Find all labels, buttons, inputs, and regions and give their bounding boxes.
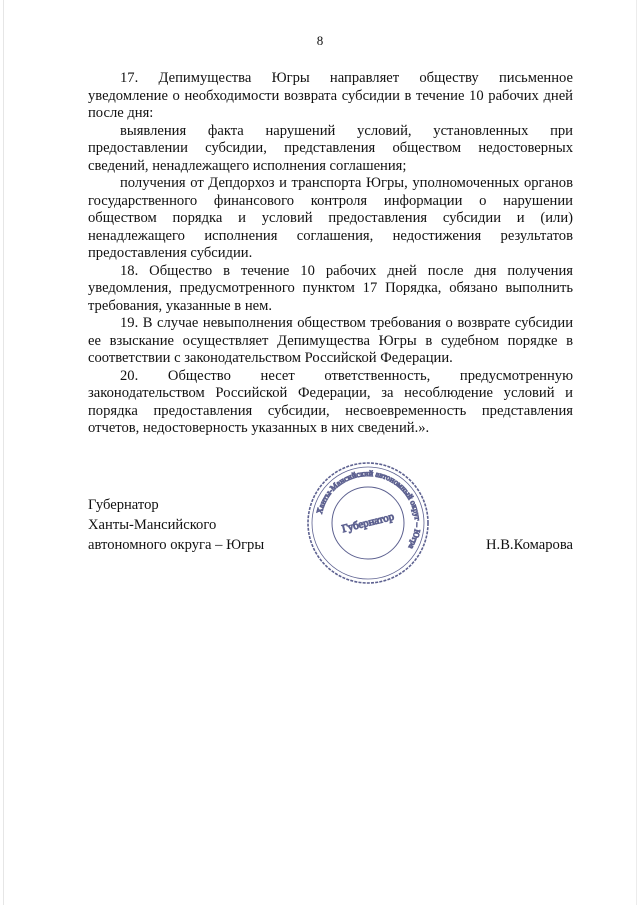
paragraph-18: 18. Общество в течение 10 рабочих дней после дня получения уведомления, предусмотренного пунктом 17 Порядка, обязано выполнить требования, указанные в нем. bbox=[88, 262, 573, 314]
signature-block bbox=[88, 495, 573, 555]
seal-ring-text: Ханты-Мансийский автономный округ – Югра bbox=[314, 468, 423, 551]
paragraph-20: 20. Общество несет ответственность, предусмотренную законодательством Российской Федерации, за несоблюдение условий и порядка предоставления субсидии, несвоевременность представления отчетов, недостоверность указанных в них сведений.». bbox=[88, 367, 573, 436]
paragraph-17: 17. Депимущества Югры направляет обществу письменное уведомление о необходимости возврата субсидии в течение 10 рабочих дней после дня: bbox=[88, 70, 573, 121]
document-body bbox=[88, 70, 573, 438]
paragraph-19: 19. В случае невыполнения обществом требования о возврате субсидии ее взыскание осуществляет Депимущества Югры в судебном порядке в соответствии с законодательством Российской Федерации. bbox=[88, 315, 573, 366]
page-number: 8 bbox=[316, 33, 324, 48]
signatory-title-line-1: Губернатор bbox=[88, 497, 159, 513]
paragraph-17-item-information: получения от Депдорхоз и транспорта Югры, уполномоченных органов государственного финансового контроля информации о нарушении обществом порядка и условий предоставления субсидии и (или) ненадлежащего исполнения соглашения, недостижения результатов предоставления субсидии. bbox=[88, 175, 573, 261]
paragraph-17-item-violations: выявления факта нарушений условий, установленных при предоставлении субсидии, представления обществом недостоверных сведений, ненадлежащего исполнения соглашения; bbox=[88, 122, 573, 174]
scan-edge-right bbox=[636, 0, 637, 905]
scan-edge-left bbox=[3, 0, 4, 905]
signatory-name: Н.В.Комарова bbox=[486, 537, 573, 553]
signatory-title-line-3: автономного округа – Югры bbox=[88, 537, 265, 553]
signatory-title-line-2: Ханты-Мансийского bbox=[88, 517, 217, 533]
seal-center-text: Губернатор bbox=[340, 510, 396, 536]
